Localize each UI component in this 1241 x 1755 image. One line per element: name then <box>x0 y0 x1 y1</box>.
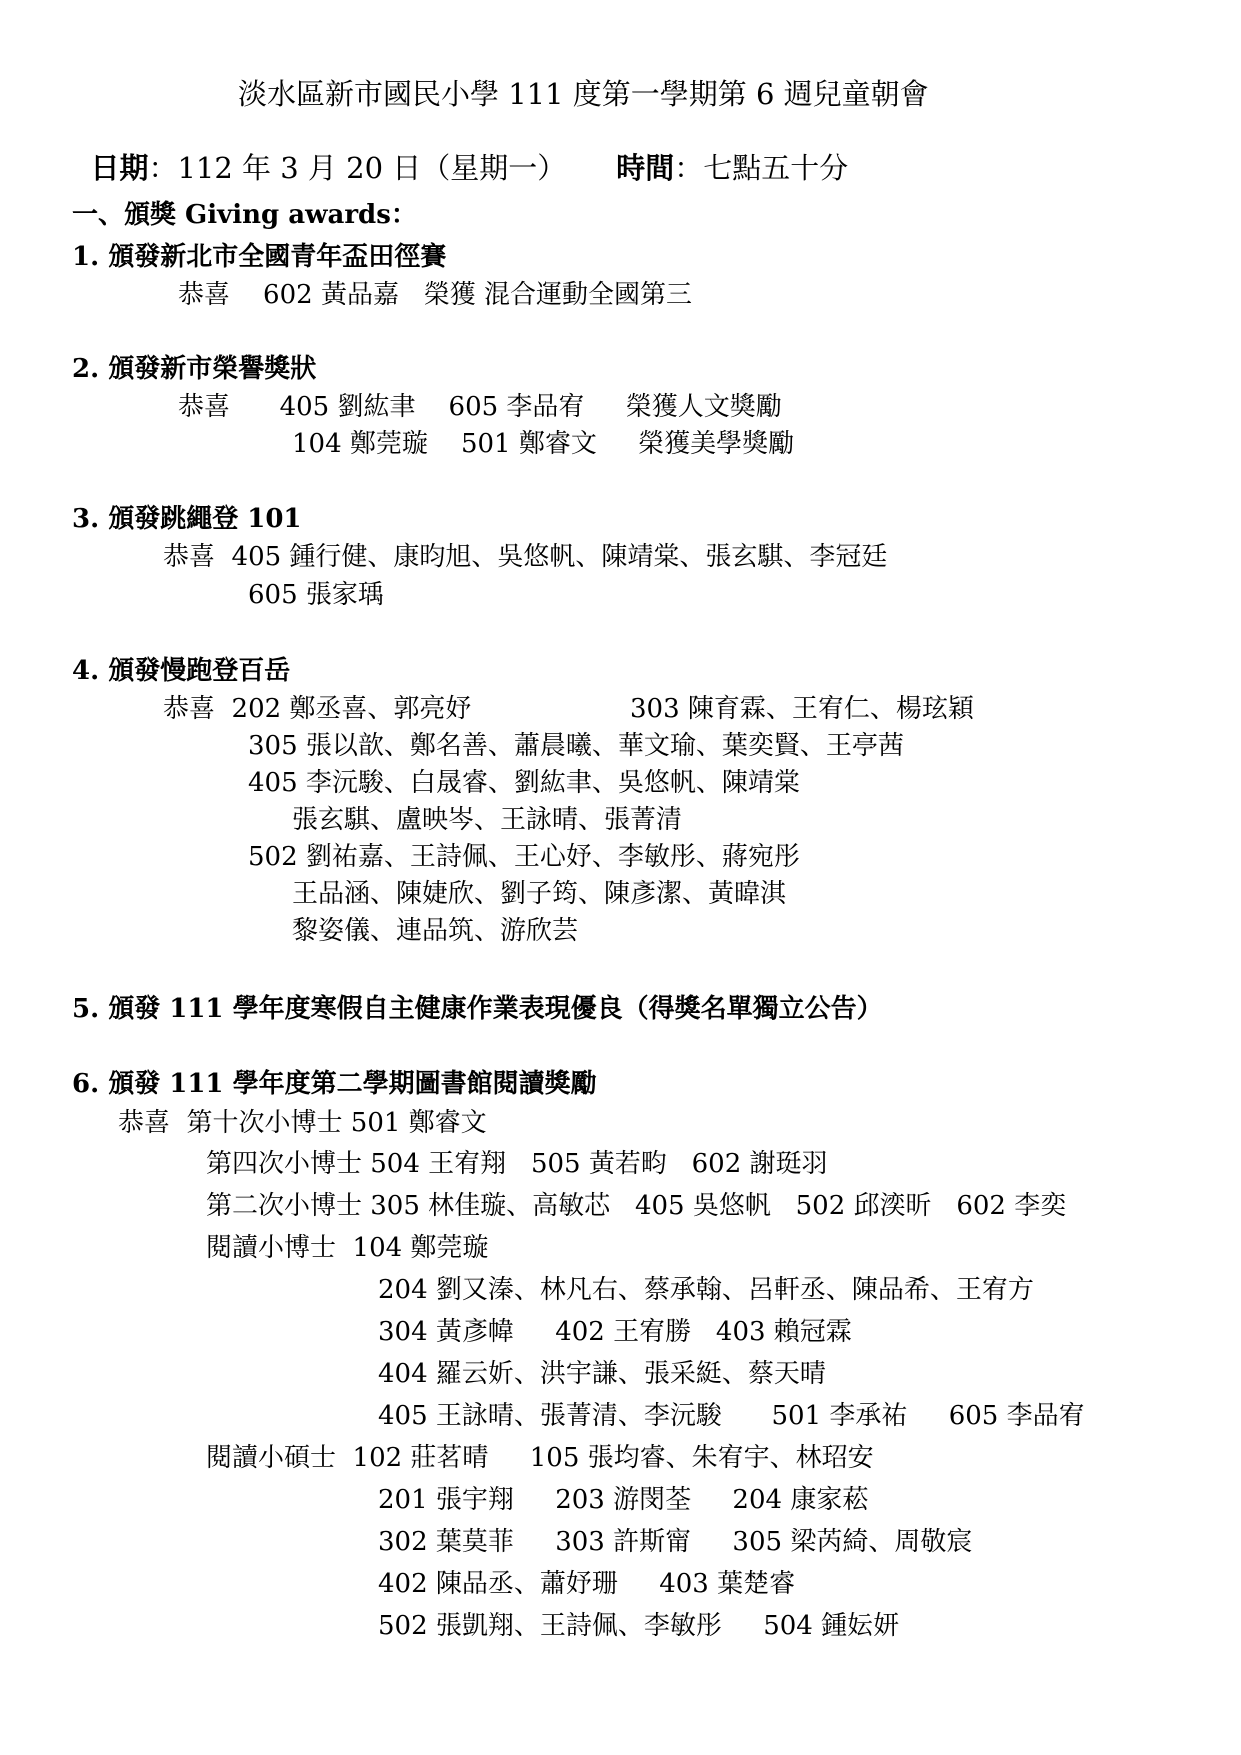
item-6-line: 201 張宇翔 203 游閔荃 204 康家菘 <box>378 1485 869 1515</box>
item-6-line: 恭喜 第十次小博士 501 鄭睿文 <box>118 1108 487 1138</box>
date-label: 日期 <box>90 151 149 185</box>
item-6-heading: 6. 頒發 111 學年度第二學期圖書館閱讀獎勵 <box>72 1069 597 1099</box>
item-6-line: 502 張凱翔、王詩佩、李敏彤 504 鍾妘妍 <box>378 1611 900 1641</box>
item-3-heading: 3. 頒發跳繩登 101 <box>72 504 302 534</box>
item-4-line: 王品涵、陳婕欣、劉子筠、陳彥潔、黃暐淇 <box>292 879 787 909</box>
time-label: 時間 <box>616 151 675 185</box>
item-6-line: 402 陳品丞、蕭妤珊 403 葉楚睿 <box>378 1569 796 1599</box>
item-6-line: 204 劉又溱、林凡右、蔡承翰、呂軒丞、陳品希、王宥方 <box>378 1275 1034 1305</box>
item-4-line: 黎姿儀、連品筑、游欣芸 <box>292 916 579 946</box>
item-6-line: 閱讀小碩士 102 莊茗晴 105 張均睿、朱宥宇、林玿安 <box>206 1443 874 1473</box>
item-6-line: 第二次小博士 305 林佳璇、高敏芯 405 吳悠帆 502 邱湙昕 602 李奕 <box>206 1191 1067 1221</box>
item-4-line: 405 李沅駿、白晟睿、劉紘聿、吳悠帆、陳靖棠 <box>248 768 800 798</box>
date-value: ：112 年 3 月 20 日（星期一） <box>148 151 567 185</box>
item-6-line: 302 葉莫菲 303 許斯甯 305 梁芮綺、周敬宸 <box>378 1527 973 1557</box>
item-2-line: 恭喜 405 劉紘聿 605 李品宥 榮獲人文獎勵 <box>178 392 782 422</box>
item-4-line: 恭喜 202 鄭丞喜、郭亮妤 <box>163 694 472 724</box>
item-3-line: 恭喜 405 鍾行健、康昀旭、吳悠帆、陳靖棠、張玄騏、李冠廷 <box>163 542 888 572</box>
item-4-line: 張玄騏、盧映岑、王詠晴、張菁清 <box>292 805 683 835</box>
item-2-line: 104 鄭莞璇 501 鄭睿文 榮獲美學獎勵 <box>292 429 795 459</box>
item-6-line: 閱讀小博士 104 鄭莞璇 <box>206 1233 489 1263</box>
item-6-line: 404 羅云妡、洪宇謙、張采綎、蔡天晴 <box>378 1359 826 1389</box>
item-1-line: 恭喜 602 黃品嘉 榮獲 混合運動全國第三 <box>178 280 693 310</box>
item-6-line: 第四次小博士 504 王宥翔 505 黃若畇 602 謝珽羽 <box>206 1149 828 1179</box>
item-4-line: 502 劉祐嘉、王詩佩、王心妤、李敏彤、蔣宛彤 <box>248 842 800 872</box>
time-value: ：七點五十分 <box>674 151 849 185</box>
item-4-line: 303 陳育霖、王宥仁、楊玹穎 <box>630 694 974 724</box>
section-heading: 一、頒獎 Giving awards： <box>72 200 417 230</box>
item-6-line: 405 王詠晴、張菁清、李沅駿 501 李承祐 605 李品宥 <box>378 1401 1085 1431</box>
item-1-heading: 1. 頒發新北市全國青年盃田徑賽 <box>72 242 447 272</box>
item-4-heading: 4. 頒發慢跑登百岳 <box>72 656 291 686</box>
item-4-line: 305 張以歆、鄭名善、蕭晨曦、華文瑜、葉奕賢、王亭茜 <box>248 731 904 761</box>
item-6-line: 304 黃彥幃 402 王宥勝 403 賴冠霖 <box>378 1317 852 1347</box>
page-title: 淡水區新市國民小學 111 度第一學期第 6 週兒童朝會 <box>238 77 929 111</box>
date-time-row <box>72 117 848 185</box>
item-3-line: 605 張家瑀 <box>248 580 384 610</box>
item-2-heading: 2. 頒發新市榮譽獎狀 <box>72 354 317 384</box>
item-5-heading: 5. 頒發 111 學年度寒假自主健康作業表現優良（得獎名單獨立公告） <box>72 994 883 1024</box>
